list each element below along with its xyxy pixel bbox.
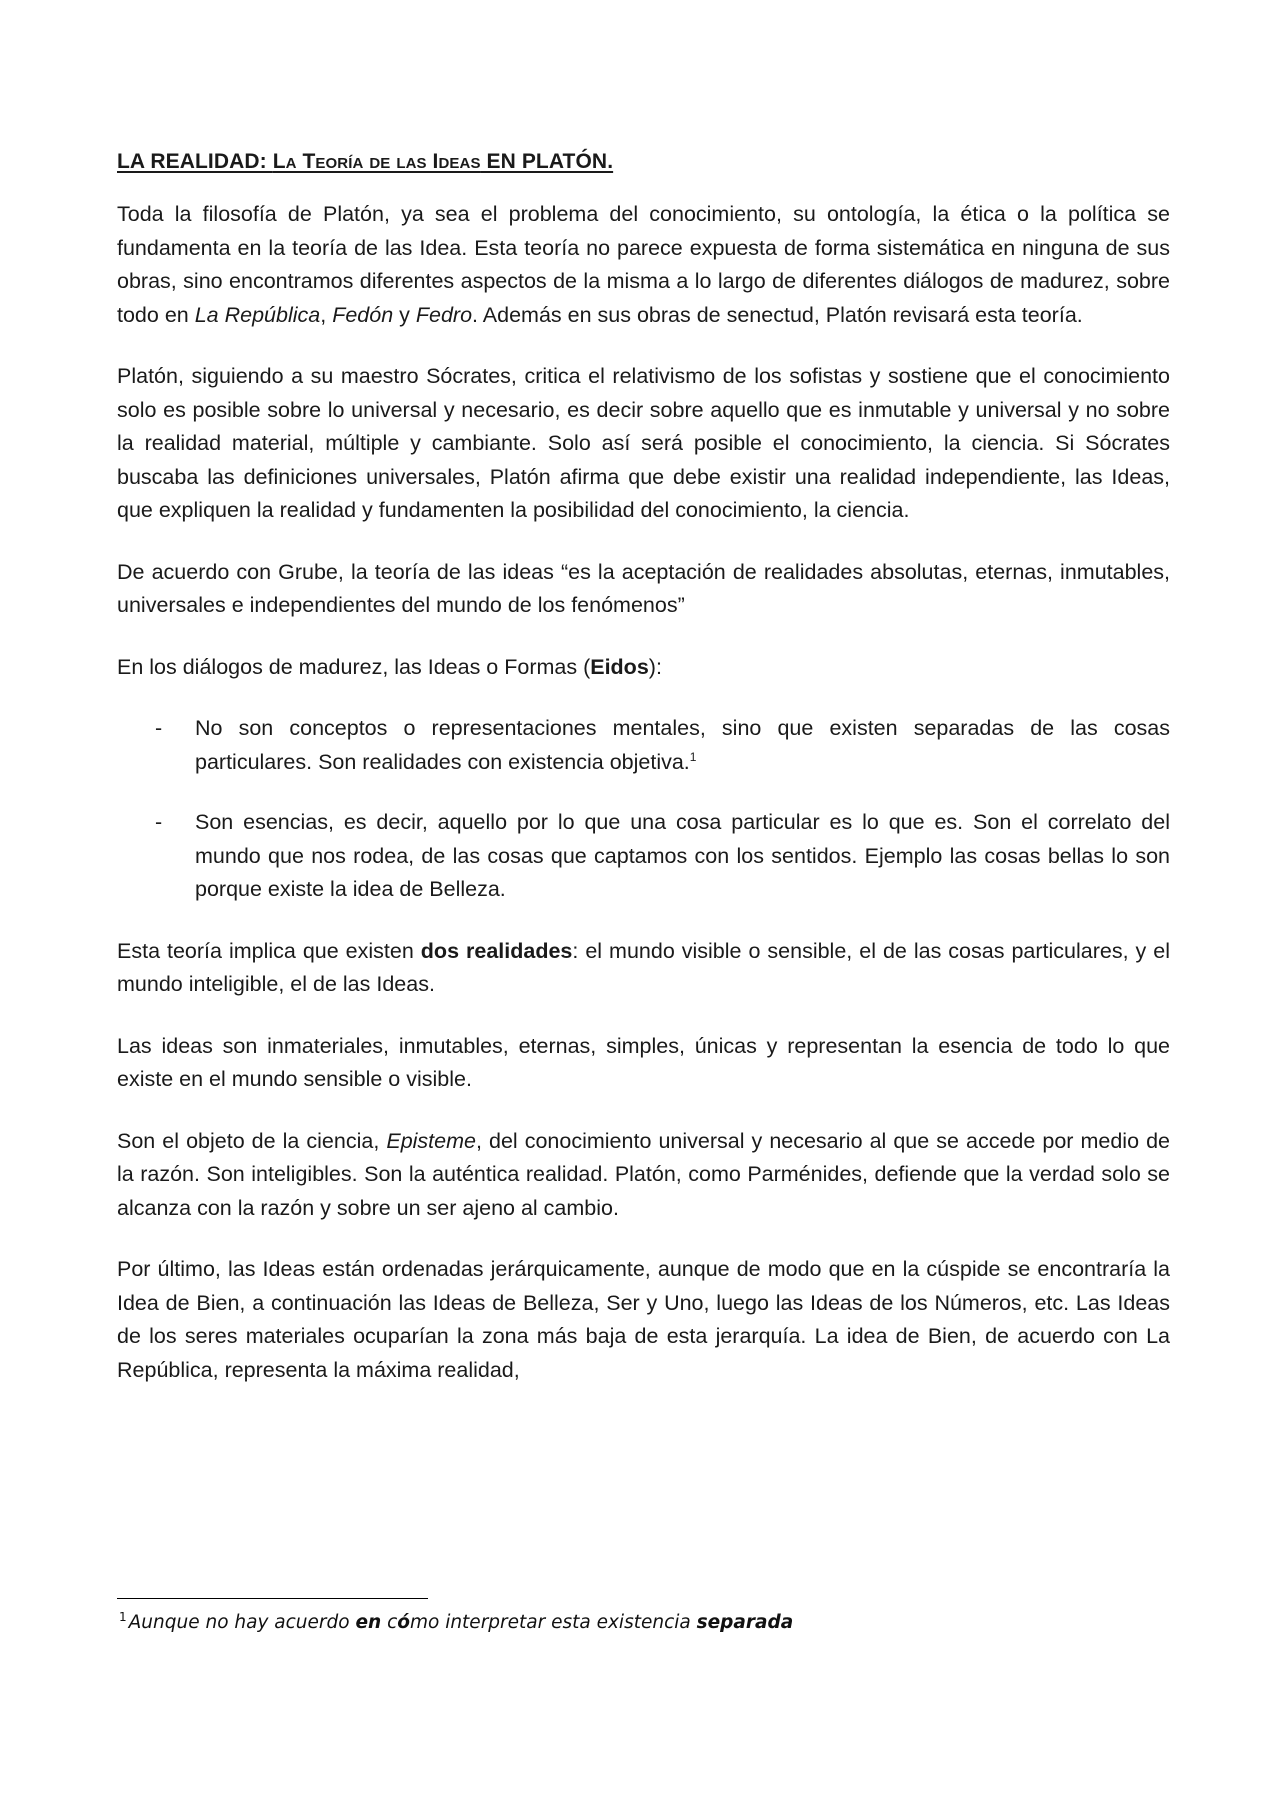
title-part-2: La Teoría de las Ideas (272, 150, 481, 173)
list-dash: - (155, 810, 163, 834)
paragraph-4-end: ): (648, 654, 662, 679)
list-dash: - (155, 716, 163, 740)
paragraph-7-text: Son el objeto de la ciencia, (117, 1128, 387, 1153)
paragraph-5 (117, 935, 1170, 1002)
work-title-republica: La República (194, 302, 321, 327)
paragraph-8: Por último, las Ideas están ordenadas jerárquicamente, aunque de modo que en la cúspide se encontraría la Idea de Bien, a continuación las Ideas de Belleza, Ser y Uno, luego las Ideas de los Números, etc. Las Ideas de los seres materiales ocuparían la zona más baja de esta jerarquía. La idea de Bien, de acuerdo con La República, representa la máxima realidad, (117, 1257, 1170, 1382)
list-item-2-text: Son esencias, es decir, aquello por lo que una cosa particular es lo que es. Son el correlato del mundo que nos rodea, de las cosas que captamos con los sentidos. Ejemplo las cosas bellas lo son porque existe la idea de Belleza. (195, 810, 1170, 901)
paragraph-1-sep-2: y (393, 302, 416, 327)
title-part-1: LA REALIDAD: (117, 150, 273, 173)
page-title (117, 150, 1170, 174)
paragraph-1 (117, 198, 1170, 332)
paragraph-4-text: En los diálogos de madurez, las Ideas o Formas ( (117, 654, 591, 679)
footnote-number: 1 (119, 1609, 127, 1624)
title-part-3: EN PLATÓN. (480, 150, 614, 173)
footnote-reference[interactable]: 1 (689, 749, 697, 764)
paragraph-1-text: Toda la filosofía de Platón, ya sea el problema del conocimiento, su ontología, la ética o la política se fundamenta en la teoría de las Idea. Esta teoría no parece expuesta de forma sistemática en ninguna de sus obras, sino encontramos diferentes aspectos de la misma a lo largo de diferentes diálogos de madurez, sobre todo en (117, 202, 1170, 327)
footnote-bold-2: ó (397, 1612, 410, 1633)
term-episteme: Episteme (386, 1128, 476, 1153)
paragraph-2: Platón, siguiendo a su maestro Sócrates, critica el relativismo de los sofistas y sostiene que el conocimiento solo es posible sobre lo universal y necesario, es decir sobre aquello que es inmutable y universal y no sobre la realidad material, múltiple y cambiante. Solo así será posible el conocimiento, la ciencia. Si Sócrates buscaba las definiciones universales, Platón afirma que debe existir una realidad independiente, las Ideas, que expliquen la realidad y fundamenten la posibilidad del conocimiento, la ciencia. (117, 364, 1170, 522)
paragraph-5-text: Esta teoría implica que existen (117, 938, 421, 963)
footnote-bold-3: separada (696, 1612, 794, 1633)
list-item (117, 806, 1170, 907)
footnote-text-2: c (381, 1612, 398, 1633)
paragraph-4 (117, 651, 1170, 685)
paragraph-6: Las ideas son inmateriales, inmutables, eternas, simples, únicas y representan la esencia de todo lo que existe en el mundo sensible o visible. (117, 1033, 1170, 1091)
paragraph-7 (117, 1125, 1170, 1226)
footnote-text-3: mo interpretar esta existencia (409, 1612, 697, 1633)
footnote-separator (117, 1598, 428, 1599)
footnote-text: Aunque no hay acuerdo (128, 1612, 356, 1633)
term-dos-realidades: dos realidades (420, 938, 573, 963)
footnote (119, 1609, 794, 1633)
term-eidos: Eidos (590, 654, 649, 679)
ideas-list (117, 712, 1170, 907)
list-item (117, 712, 1170, 779)
work-title-fedro: Fedro (415, 302, 473, 327)
footnote-bold-1: en (355, 1612, 382, 1633)
paragraph-7-end: , del conocimiento universal y necesario al que se accede por medio de la razón. Son inteligibles. Son la auténtica realidad. Platón, como Parménides, defiende que la verdad solo se alcanza con la razón y sobre un ser ajeno al cambio. (117, 1128, 1170, 1220)
document-body (117, 150, 1170, 1415)
paragraph-1-end: . Además en sus obras de senectud, Platón revisará esta teoría. (472, 302, 1083, 327)
work-title-fedon: Fedón (332, 302, 394, 327)
paragraph-5-end: : el mundo visible o sensible, el de las cosas particulares, y el mundo inteligible, el de las Ideas. (117, 938, 1170, 996)
list-item-1-text: No son conceptos o representaciones mentales, sino que existen separadas de las cosas particulares. Son realidades con existencia objetiva. (195, 716, 1170, 774)
paragraph-3: De acuerdo con Grube, la teoría de las ideas “es la aceptación de realidades absolutas, eternas, inmutables, universales e independientes del mundo de los fenómenos” (117, 559, 1170, 617)
paragraph-1-sep-1: , (320, 302, 333, 327)
